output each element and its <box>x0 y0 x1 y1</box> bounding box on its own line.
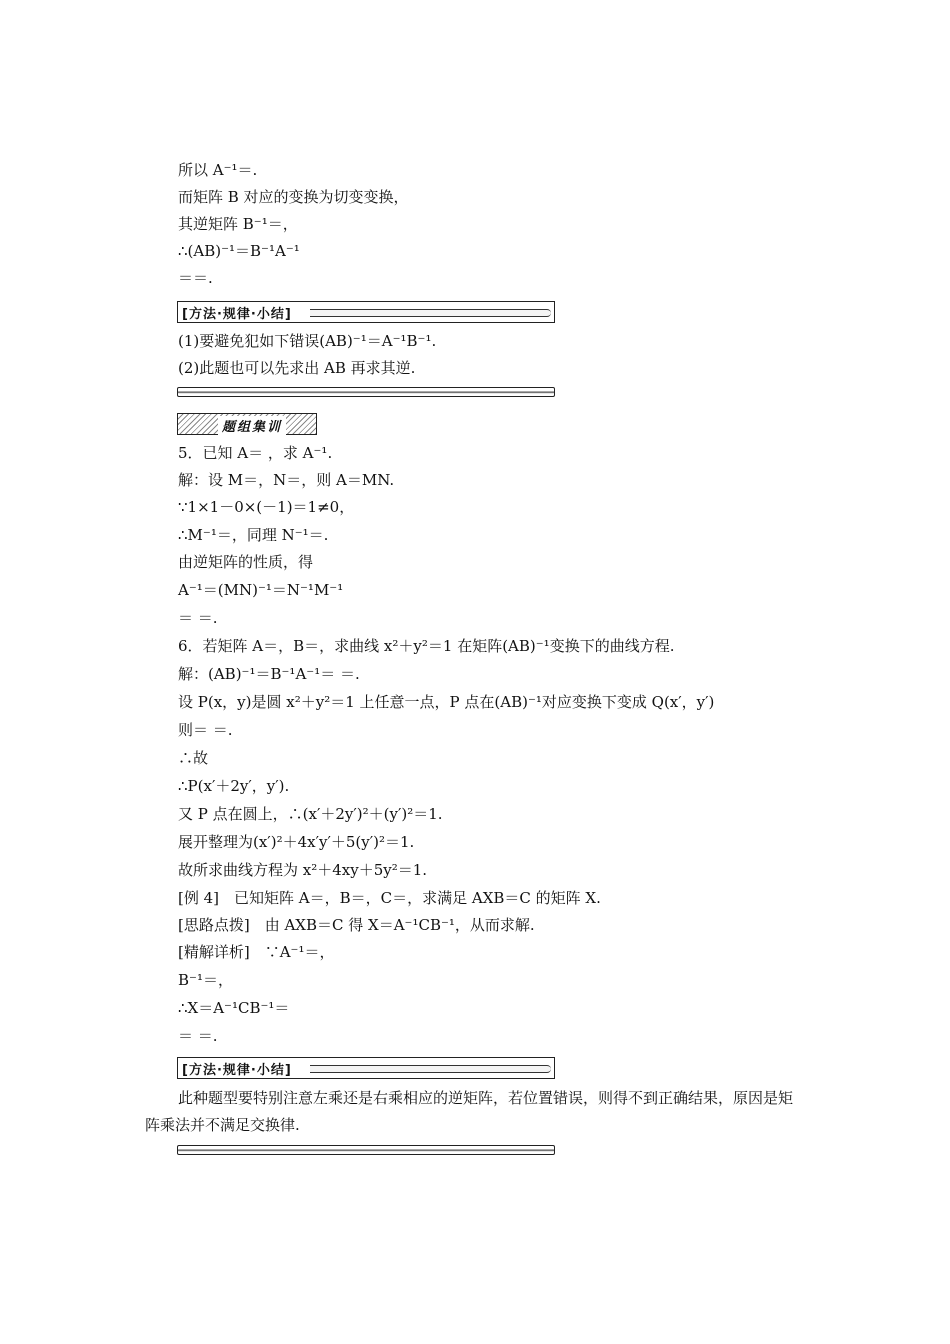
text-line: [精解详析] ∵A⁻¹＝， <box>178 943 335 961</box>
text-line: 设 P(x，y)是圆 x²＋y²＝1 上任意一点，P 点在(AB)⁻¹对应变换下变成 Q(x′，y′) <box>178 693 715 711</box>
exercise-group-title: 题组集训 <box>218 416 286 435</box>
text-line: ＝ ＝. <box>178 609 218 627</box>
text-line: 故所求曲线方程为 x²＋4xy＋5y²＝1. <box>178 861 428 879</box>
text-line: 解：设 M＝，N＝，则 A＝MN. <box>178 471 395 489</box>
text-line: ∴M⁻¹＝，同理 N⁻¹＝. <box>178 526 329 544</box>
text-line: (2)此题也可以先求出 AB 再求其逆. <box>178 359 416 377</box>
method-summary-title: [方法·规律·小结] <box>182 1063 292 1078</box>
text-line: ∴(AB)⁻¹＝B⁻¹A⁻¹ <box>178 242 300 260</box>
text-line: ＝＝. <box>178 269 213 287</box>
text-line: 6．若矩阵 A＝，B＝，求曲线 x²＋y²＝1 在矩阵(AB)⁻¹变换下的曲线方程. <box>178 637 675 655</box>
text-line: 则＝ ＝. <box>178 721 233 739</box>
text-line: 又 P 点在圆上，∴(x′＋2y′)²＋(y′)²＝1. <box>178 805 443 823</box>
text-line: [例 4] 已知矩阵 A＝，B＝，C＝，求满足 AXB＝C 的矩阵 X. <box>178 889 601 907</box>
section-end-bar <box>177 1145 555 1155</box>
text-line: 5．已知 A＝ ，求 A⁻¹. <box>178 444 333 462</box>
text-line: 而矩阵 B 对应的变换为切变变换， <box>178 188 409 206</box>
text-line: 展开整理为(x′)²＋4x′y′＋5(y′)²＝1. <box>178 833 415 851</box>
method-summary-title: [方法·规律·小结] <box>182 307 292 322</box>
text-line: ＝ ＝. <box>178 1027 218 1045</box>
text-line: ∵1×1－0×(－1)＝1≠0， <box>178 498 355 516</box>
text-line: ∴P(x′＋2y′，y′). <box>178 777 290 795</box>
text-line: ∴X＝A⁻¹CB⁻¹＝ <box>178 999 290 1017</box>
text-line: [思路点拨] 由 AXB＝C 得 X＝A⁻¹CB⁻¹，从而求解. <box>178 916 535 934</box>
section-end-bar <box>177 387 555 397</box>
header-decoration <box>310 309 551 317</box>
method-summary-header <box>177 301 555 323</box>
exercise-group-header <box>177 413 317 435</box>
text-line: 由逆矩阵的性质，得 <box>178 553 314 571</box>
method-summary-header <box>177 1057 555 1079</box>
text-line: 解：(AB)⁻¹＝B⁻¹A⁻¹＝ ＝. <box>178 665 360 683</box>
text-line: B⁻¹＝， <box>178 971 233 989</box>
text-line: ∴故 <box>178 749 209 767</box>
text-line: A⁻¹＝(MN)⁻¹＝N⁻¹M⁻¹ <box>178 581 344 599</box>
text-line: 其逆矩阵 B⁻¹＝， <box>178 215 298 233</box>
text-line: (1)要避免犯如下错误(AB)⁻¹＝A⁻¹B⁻¹. <box>178 332 437 350</box>
text-line: 所以 A⁻¹＝. <box>178 161 258 179</box>
summary-paragraph: 此种题型要特别注意左乘还是右乘相应的逆矩阵，若位置错误，则得不到正确结果，原因是矩阵乘法并不满足交换律. <box>145 1089 794 1134</box>
header-decoration <box>310 1065 551 1073</box>
